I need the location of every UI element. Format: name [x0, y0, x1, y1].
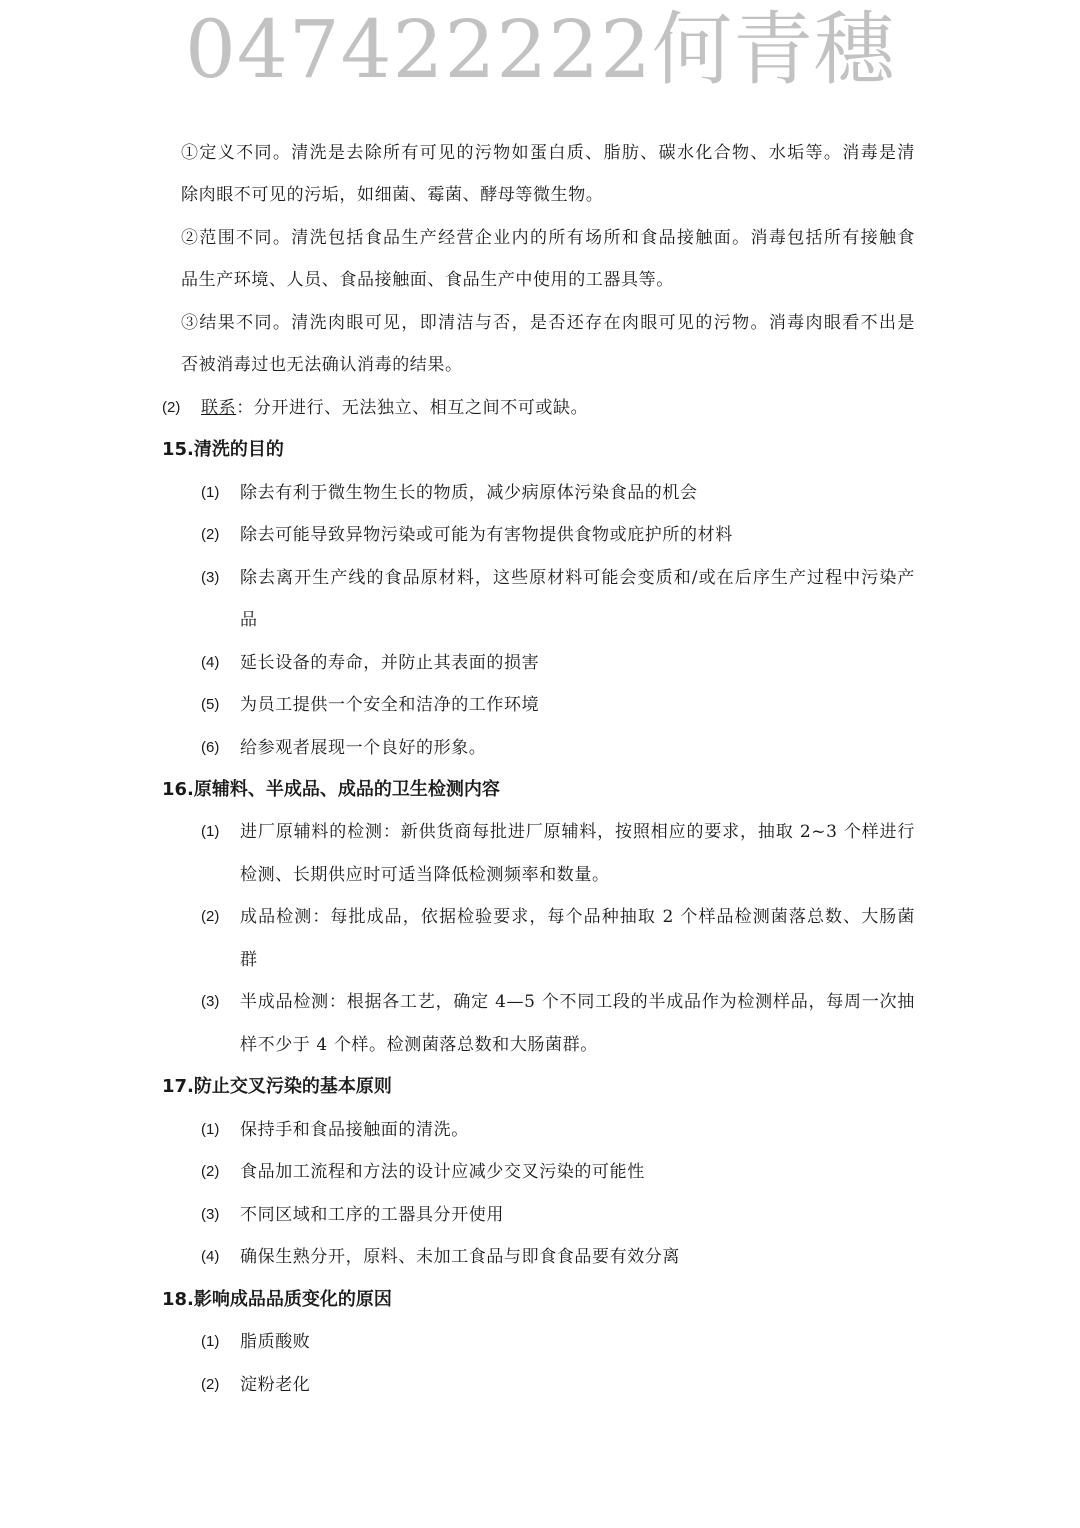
s18-item1-text: 脂质酸败: [240, 1332, 311, 1352]
s17-item3-number: (3): [201, 1206, 220, 1223]
s18-item1-number: (1): [201, 1333, 220, 1350]
s17-item2-number: (2): [201, 1163, 220, 1180]
s15-item3-number: (3): [201, 569, 220, 586]
s17-item4-number: (4): [201, 1248, 220, 1265]
s16-item3-number: (3): [201, 993, 220, 1010]
section-18-title: 18.影响成品品质变化的原因: [162, 1289, 392, 1310]
s15-item1-number: (1): [201, 484, 220, 501]
s15-item2-text: 除去可能导致异物污染或可能为有害物提供食物或庇护所的材料: [240, 525, 733, 545]
s15-item2-number: (2): [201, 526, 220, 543]
s18-item2-number: (2): [201, 1376, 220, 1393]
s15-item1-text: 除去有利于微生物生长的物质，减少病原体污染食品的机会: [240, 483, 698, 503]
diff-result-line1: ③结果不同。清洗肉眼可见，即清洁与否，是否还存在肉眼可见的污物。消毒肉眼看不出是: [181, 313, 915, 333]
diff-scope-line1: ②范围不同。清洗包括食品生产经营企业内的所有场所和食品接触面。消毒包括所有接触食: [181, 228, 915, 248]
s17-item3-text: 不同区域和工序的工器具分开使用: [240, 1205, 504, 1225]
relation-text: ：分开进行、无法独立、相互之间不可或缺。: [236, 398, 589, 418]
s15-item4-text: 延长设备的寿命，并防止其表面的损害: [240, 653, 540, 673]
section-15-title: 15.清洗的目的: [162, 439, 284, 460]
s17-item1-text: 保持手和食品接触面的清洗。: [240, 1120, 469, 1140]
s18-item2-text: 淀粉老化: [240, 1375, 311, 1395]
s16-item2-number: (2): [201, 908, 220, 925]
watermark: 047422222何青穗: [184, 3, 896, 96]
section-17-title: 17.防止交叉污染的基本原则: [162, 1076, 392, 1097]
section-16-title: 16.原辅料、半成品、成品的卫生检测内容: [162, 779, 500, 800]
s17-item4-text: 确保生熟分开，原料、未加工食品与即食食品要有效分离: [240, 1247, 680, 1267]
s15-item5-number: (5): [201, 696, 220, 713]
s15-item4-number: (4): [201, 654, 220, 671]
s15-item6-text: 给参观者展现一个良好的形象。: [240, 738, 487, 758]
diff-scope-line2: 品生产环境、人员、食品接触面、食品生产中使用的工器具等。: [181, 270, 674, 290]
s17-item2-text: 食品加工流程和方法的设计应减少交叉污染的可能性: [240, 1162, 645, 1182]
s16-item2-line1: 成品检测：每批成品，依据检验要求，每个品种抽取 2 个样品检测菌落总数、大肠菌: [240, 907, 915, 927]
s16-item3-line1: 半成品检测：根据各工艺，确定 4—5 个不同工段的半成品作为检测样品，每周一次抽: [240, 992, 915, 1012]
relation-line: [201, 396, 588, 420]
relation-number: (2): [162, 399, 181, 416]
s15-item3-line1: 除去离开生产线的食品原材料，这些原材料可能会变质和/或在后序生产过程中污染产: [240, 568, 915, 588]
s16-item1-line2: 检测、长期供应时可适当降低检测频率和数量。: [240, 865, 610, 885]
relation-label: 联系: [201, 398, 237, 418]
s15-item3-line2: 品: [240, 610, 258, 630]
s15-item5-text: 为员工提供一个安全和洁净的工作环境: [240, 695, 540, 715]
s16-item1-number: (1): [201, 823, 220, 840]
s16-item2-line2: 群: [240, 950, 258, 970]
s17-item1-number: (1): [201, 1121, 220, 1138]
s16-item1-line1: 进厂原辅料的检测：新供货商每批进厂原辅料，按照相应的要求，抽取 2~3 个样进行: [240, 822, 915, 842]
s16-item3-line2: 样不少于 4 个样。检测菌落总数和大肠菌群。: [240, 1035, 598, 1055]
s15-item6-number: (6): [201, 739, 220, 756]
diff-definition-line1: ①定义不同。清洗是去除所有可见的污物如蛋白质、脂肪、碳水化合物、水垢等。消毒是清: [181, 143, 915, 163]
diff-definition-line2: 除肉眼不可见的污垢，如细菌、霉菌、酵母等微生物。: [181, 185, 604, 205]
diff-result-line2: 否被消毒过也无法确认消毒的结果。: [181, 355, 463, 375]
